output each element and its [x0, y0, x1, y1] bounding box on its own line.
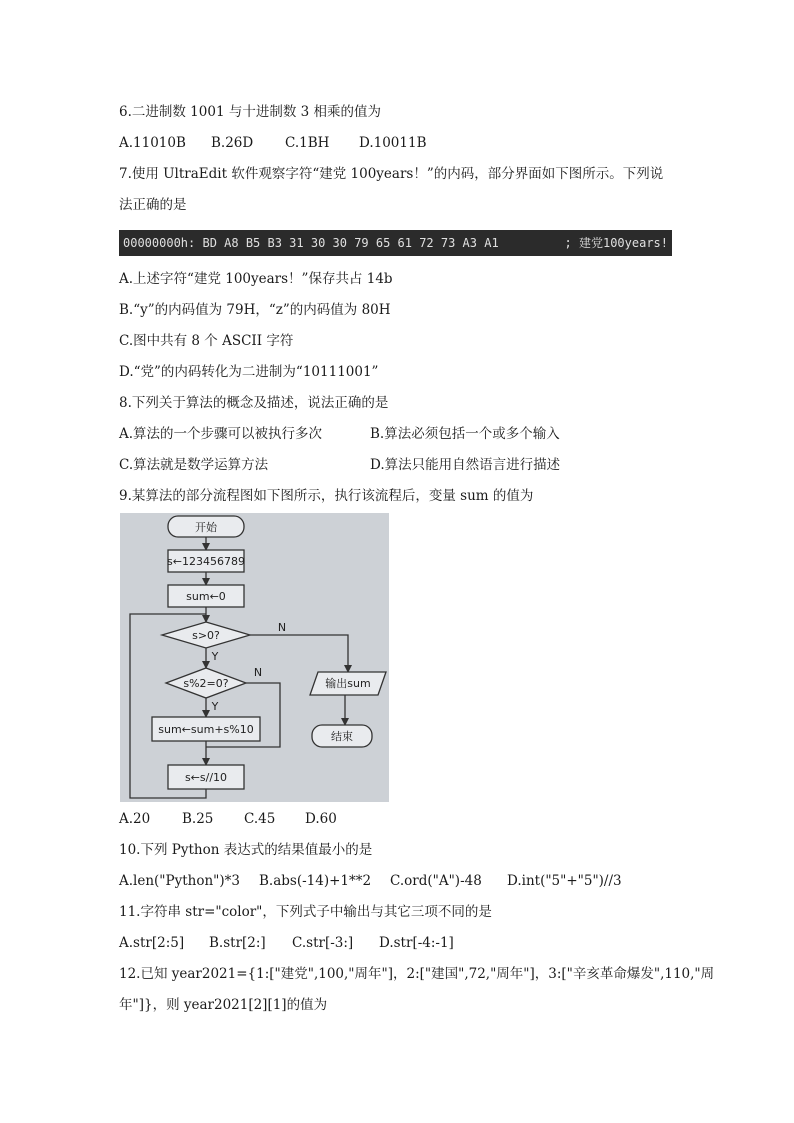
q6-option-b: B.26D: [211, 135, 254, 151]
q11-option-b: B.str[2:]: [209, 935, 266, 951]
q9-stem: 9.某算法的部分流程图如下图所示，执行该流程后，变量 sum 的值为: [119, 488, 534, 504]
ascii-column: ; 建党100years!: [564, 236, 668, 250]
cond1-no-label: N: [277, 621, 287, 634]
q6-stem: 6.二进制数 1001 与十进制数 3 相乘的值为: [119, 104, 381, 120]
hex-bytes: 00000000h: BD A8 B5 B3 31 30 30 79 65 61 72 73 A3 A1: [123, 236, 499, 250]
q11-option-d: D.str[-4:-1]: [379, 935, 454, 951]
cond1-label: s>0?: [192, 629, 220, 642]
q7-option-b: B.“y”的内码值为 79H，“z”的内码值为 80H: [119, 302, 391, 318]
output-label: 输出sum: [325, 677, 371, 690]
q10-option-d: D.int("5"+"5")//3: [507, 873, 622, 889]
cond1-yes-label: Y: [211, 650, 219, 663]
q8-option-b: B.算法必须包括一个或多个输入: [370, 426, 560, 442]
end-label: 结束: [331, 730, 353, 743]
q7-option-a: A.上述字符“建党 100years！”保存共占 14b: [119, 271, 393, 287]
q8-stem: 8.下列关于算法的概念及描述，说法正确的是: [119, 395, 389, 411]
q7-option-c: C.图中共有 8 个 ASCII 字符: [119, 333, 294, 349]
q6-option-d: D.10011B: [359, 135, 427, 151]
q8-option-a: A.算法的一个步骤可以被执行多次: [119, 426, 323, 442]
divide-label: s←s//10: [184, 771, 228, 784]
cond2-label: s%2=0?: [183, 677, 229, 690]
init-s-label: s←123456789: [167, 555, 245, 568]
q7-option-d: D.“党”的内码转化为二进制为“10111001”: [119, 364, 379, 380]
q10-option-c: C.ord("A")-48: [390, 873, 482, 889]
q9-option-a: A.20: [119, 811, 151, 827]
q9-flowchart: [120, 513, 389, 802]
q8-option-c: C.算法就是数学运算方法: [119, 457, 269, 473]
q8-option-d: D.算法只能用自然语言进行描述: [370, 457, 561, 473]
q6-option-a: A.11010B: [119, 135, 186, 151]
q9-option-b: B.25: [182, 811, 214, 827]
cond2-yes-label: Y: [211, 700, 219, 713]
ultraedit-hex-view: [119, 230, 672, 256]
q10-stem: 10.下列 Python 表达式的结果值最小的是: [119, 842, 373, 858]
q7-stem-line1: 7.使用 UltraEdit 软件观察字符“建党 100years！”的内码，部分界面如下图所示。下列说: [119, 166, 664, 182]
q11-option-a: A.str[2:5]: [119, 935, 185, 951]
q11-option-c: C.str[-3:]: [292, 935, 354, 951]
q9-option-c: C.45: [244, 811, 276, 827]
q6-option-c: C.1BH: [285, 135, 330, 151]
cond2-no-label: N: [253, 666, 263, 679]
start-label: 开始: [195, 521, 217, 534]
accumulate-label: sum←sum+s%10: [158, 723, 254, 736]
q12-stem-line1: 12.已知 year2021={1:["建党",100,"周年"]，2:["建国",72,"周年"]，3:["辛亥革命爆发",110,"周: [119, 966, 715, 982]
q9-option-d: D.60: [305, 811, 337, 827]
q11-stem: 11.字符串 str="color"，下列式子中输出与其它三项不同的是: [119, 904, 492, 920]
q10-option-b: B.abs(-14)+1**2: [259, 873, 372, 889]
q12-stem-line2: 年"]}，则 year2021[2][1]的值为: [119, 997, 328, 1013]
q7-stem-line2: 法正确的是: [119, 197, 187, 213]
flowchart-svg: [120, 513, 389, 802]
init-sum-label: sum←0: [186, 590, 226, 603]
q10-option-a: A.len("Python")*3: [119, 873, 240, 889]
